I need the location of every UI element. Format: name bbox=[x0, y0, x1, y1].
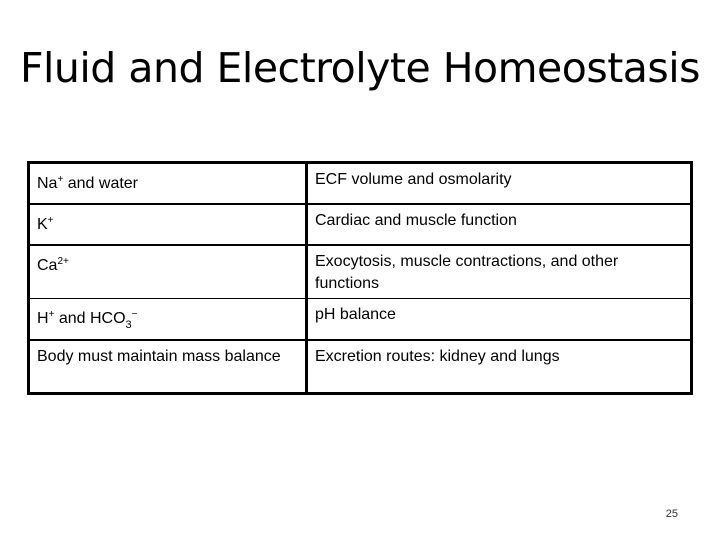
table-row bbox=[29, 245, 692, 299]
table-cell-electrolyte: Body must maintain mass balance bbox=[29, 340, 307, 394]
table-cell-function: Exocytosis, muscle contractions, and other functions bbox=[307, 245, 692, 299]
table-cell-electrolyte: $Ca^{2+}$ bbox=[29, 245, 307, 299]
electrolyte-table bbox=[27, 161, 693, 395]
slide-title: Fluid and Electrolyte Homeostasis bbox=[19, 44, 701, 92]
page-number: 25 bbox=[665, 508, 678, 520]
table-row bbox=[29, 299, 692, 341]
table-cell-electrolyte: K+ bbox=[29, 204, 307, 245]
table-cell-electrolyte: H+ and $HCO_3^-$ bbox=[29, 299, 307, 341]
table-cell-function: ECF volume and osmolarity bbox=[307, 163, 692, 205]
table-row bbox=[29, 204, 692, 245]
table-cell-electrolyte: Na+ and water bbox=[29, 163, 307, 205]
table-cell-function: Excretion routes: kidney and lungs bbox=[307, 340, 692, 394]
table-cell-function: Cardiac and muscle function bbox=[307, 204, 692, 245]
table-cell-function: pH balance bbox=[307, 299, 692, 341]
table-row bbox=[29, 163, 692, 205]
table-row bbox=[29, 340, 692, 394]
